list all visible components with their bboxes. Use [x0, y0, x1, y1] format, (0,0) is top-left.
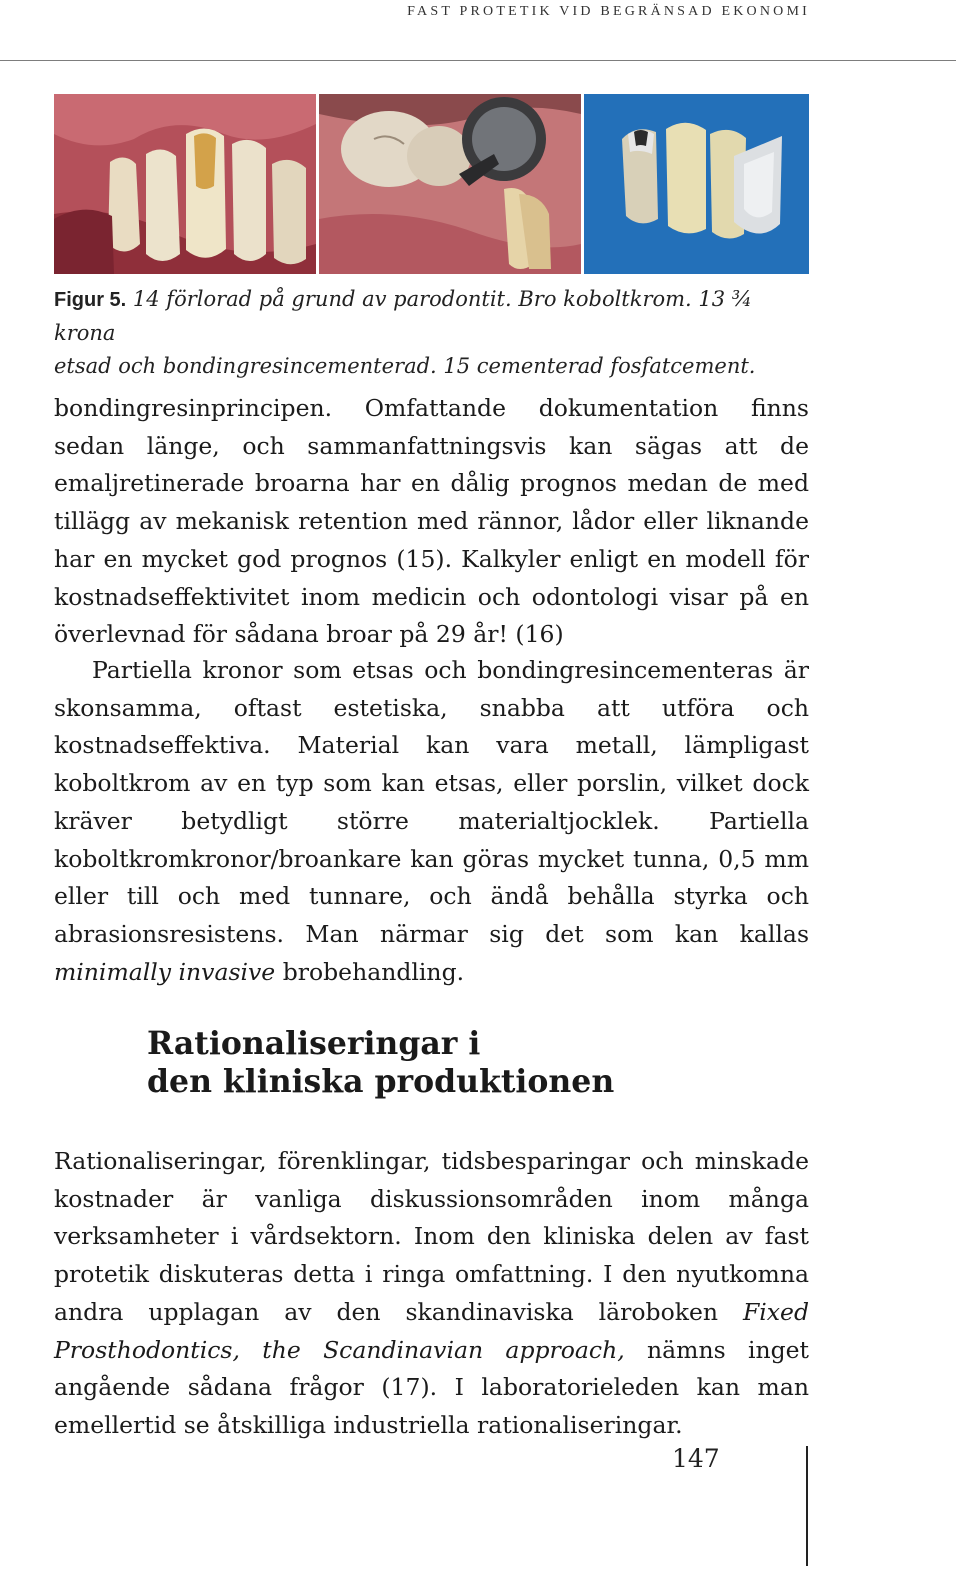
photo-posterior-bridge: [319, 94, 581, 274]
paragraph-2: [54, 652, 809, 991]
section-heading-line-2: den kliniska produktionen: [147, 1063, 615, 1100]
photo-anterior-teeth: [54, 94, 316, 274]
page-number: 147: [672, 1444, 720, 1473]
photo-bridge-model: [584, 94, 809, 274]
paragraph-2-italic: minimally invasive: [54, 957, 276, 986]
paragraph-3-italic: Fixed Prosthodontics, the Scandinavian approach,: [54, 1297, 809, 1364]
running-head: FAST PROTETIK VID BEGRÄNSAD EKONOMI: [407, 4, 810, 19]
paragraph-2-end: brobehandling.: [275, 957, 465, 986]
figure-5: [54, 94, 809, 274]
caption-line-1: 14 förlorad på grund av parodontit. Bro koboltkrom. 13 ¾ krona: [54, 287, 753, 345]
paragraph-1: [54, 390, 809, 654]
paragraph-3-text: Rationaliseringar, förenklingar, tidsbesparingar och minskade kostnader är vanliga diskussionsområden inom många verksamheter i vårdsektorn. Inom den kliniska delen av fast protetik diskuteras detta i ringa omfattning. I den nyutkomna andra upplagan av den skandinaviska läroboken: [54, 1147, 809, 1326]
figure-caption: [54, 283, 814, 383]
header-rule: [0, 60, 956, 61]
caption-line-2: etsad och bondingresincementerad. 15 cementerad fosfatcement.: [54, 354, 756, 378]
section-heading: [147, 1025, 807, 1101]
paragraph-3-end: nämns inget angående sådana frågor (17). I laboratorieleden kan man emellertid se åtskilliga industriella rationaliseringar.: [54, 1335, 809, 1439]
paragraph-1-text: bondingresinprincipen. Omfattande dokumentation finns sedan länge, och sammanfattningsvis kan sägas att de emaljretinerade broarna har en dålig prognos medan de med tillägg av mekanisk retention med rännor, lådor eller liknande har en mycket god prognos (15). Kalkyler enligt en modell för kostnadseffektivitet inom medicin och odontologi visar på en överlevnad för sådana broar på 29 år! (16): [54, 394, 809, 649]
page-number-rule: [806, 1446, 808, 1566]
paragraph-3: [54, 1143, 809, 1445]
section-heading-line-1: Rationaliseringar i: [147, 1025, 481, 1062]
paragraph-2-text: Partiella kronor som etsas och bondingresincementeras är skonsamma, oftast estetiska, snabba att utföra och kostnadseffektiva. Material kan vara metall, lämpligast koboltkrom av en typ som kan etsas, eller porslin, vilket dock kräver betydligt större materialtjocklek. Partiella koboltkromkronor/broankare kan göras mycket tunna, 0,5 mm eller till och med tunnare, och ändå behålla styrka och abrasionsresistens. Man närmar sig det som kan kallas: [54, 656, 809, 948]
figure-label: Figur 5.: [54, 289, 127, 311]
